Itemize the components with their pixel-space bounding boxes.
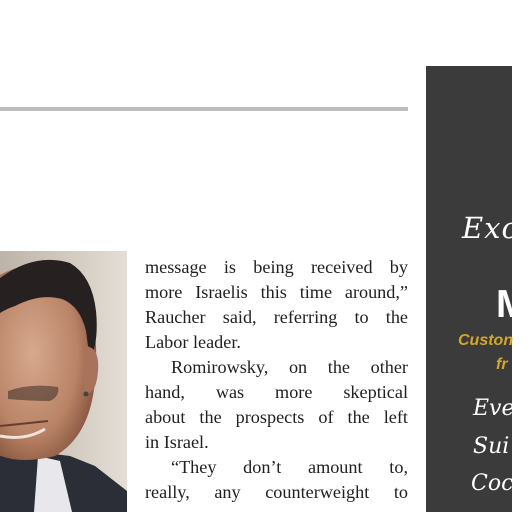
ad-headline: Exc: [462, 211, 519, 245]
ad-service-cocktails: Cock: [471, 471, 527, 496]
ad-title: M: [496, 283, 529, 326]
article-line: Raucher said, referring to the: [145, 307, 408, 327]
article-line: Romirowsky, on the other: [171, 357, 408, 377]
article-line: more Israelis this time around,”: [145, 282, 408, 302]
ad-tagline-2: fr: [496, 356, 508, 373]
article-column: [145, 255, 408, 505]
sidebar-advertisement[interactable]: [426, 66, 529, 512]
ad-service-suites: Sui: [473, 434, 510, 459]
ad-service-events: Eve: [473, 396, 515, 421]
portrait-photo: [0, 251, 127, 512]
article-line: in Israel.: [145, 432, 209, 452]
article-line: about the prospects of the left: [145, 407, 408, 427]
article-line: really, any counterweight to: [145, 482, 408, 502]
section-divider: [0, 107, 408, 111]
article-line: hand, was more skeptical: [145, 382, 408, 402]
article-line: message is being received by: [145, 257, 408, 277]
article-line: “They don’t amount to,: [171, 457, 408, 477]
article-line: Labor leader.: [145, 332, 241, 352]
ad-tagline: Custon: [458, 332, 514, 349]
